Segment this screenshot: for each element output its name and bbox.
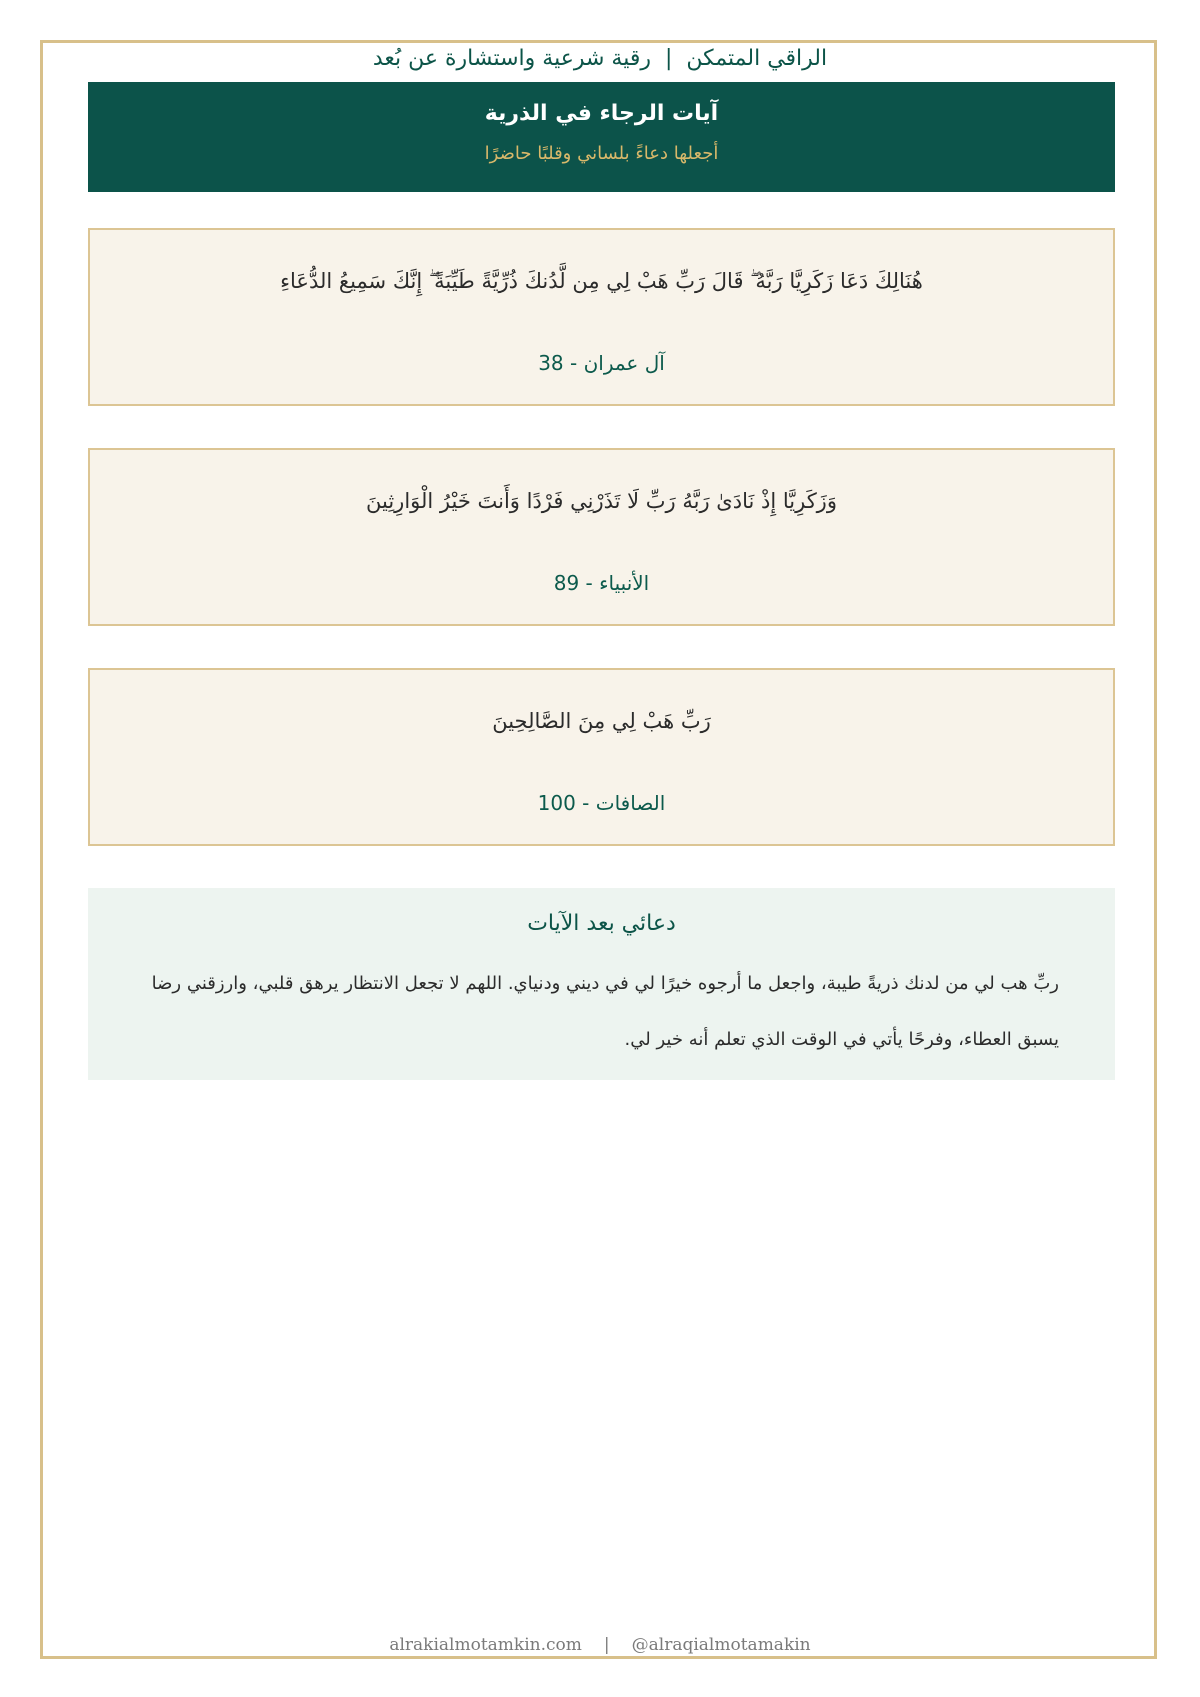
verse-card bbox=[88, 228, 1115, 406]
brand-name: الراقي المتمكن bbox=[686, 46, 828, 71]
dua-title: دعائي بعد الآيات bbox=[527, 911, 676, 936]
footer-website: alrakialmotamkin.com bbox=[389, 1635, 582, 1655]
dua-box bbox=[88, 888, 1115, 1080]
verse-reference: الأنبياء - 89 bbox=[553, 571, 650, 595]
footer bbox=[0, 1632, 1200, 1658]
verse-card bbox=[88, 668, 1115, 846]
verse-text: وَزَكَرِيَّا إِذْ نَادَىٰ رَبَّهُ رَبِّ لَا تَذَرْنِي فَرْدًا وَأَنتَ خَيْرُ الْوَارِثِينَ bbox=[366, 489, 837, 513]
verse-reference: آل عمران - 38 bbox=[538, 351, 665, 375]
hero-banner bbox=[88, 82, 1115, 192]
verse-reference: الصافات - 100 bbox=[537, 791, 666, 815]
hero-title: آيات الرجاء في الذرية bbox=[484, 101, 719, 126]
footer-separator: | bbox=[603, 1635, 610, 1655]
hero-subtitle: أجعلها دعاءً بلساني وقلبًا حاضرًا bbox=[484, 143, 719, 164]
dua-text: ربِّ هب لي من لدنك ذريةً طيبة، واجعل ما أرجوه خيرًا لي في ديني ودنياي. اللهم لا تجعل الانتظار يرهق قلبي، وارزقني رضا يسبق العطاء، وفرحًا يأتي في الوقت الذي تعلم أنه خير لي. bbox=[151, 973, 1059, 1050]
header-separator: | bbox=[665, 46, 673, 71]
footer-handle: @alraqialmotamakin bbox=[631, 1635, 811, 1655]
verse-card bbox=[88, 448, 1115, 626]
verse-text: رَبِّ هَبْ لِي مِنَ الصَّالِحِينَ bbox=[492, 709, 711, 733]
verse-text: هُنَالِكَ دَعَا زَكَرِيَّا رَبَّهُ ۖ قَالَ رَبِّ هَبْ لِي مِن لَّدُنكَ ذُرِّيَّةً طَيِّبَةً ۖ إِنَّكَ سَمِيعُ الدُّعَاءِ bbox=[280, 269, 923, 293]
header-line bbox=[0, 43, 1200, 75]
header-tagline: رقية شرعية واستشارة عن بُعد bbox=[372, 46, 651, 71]
